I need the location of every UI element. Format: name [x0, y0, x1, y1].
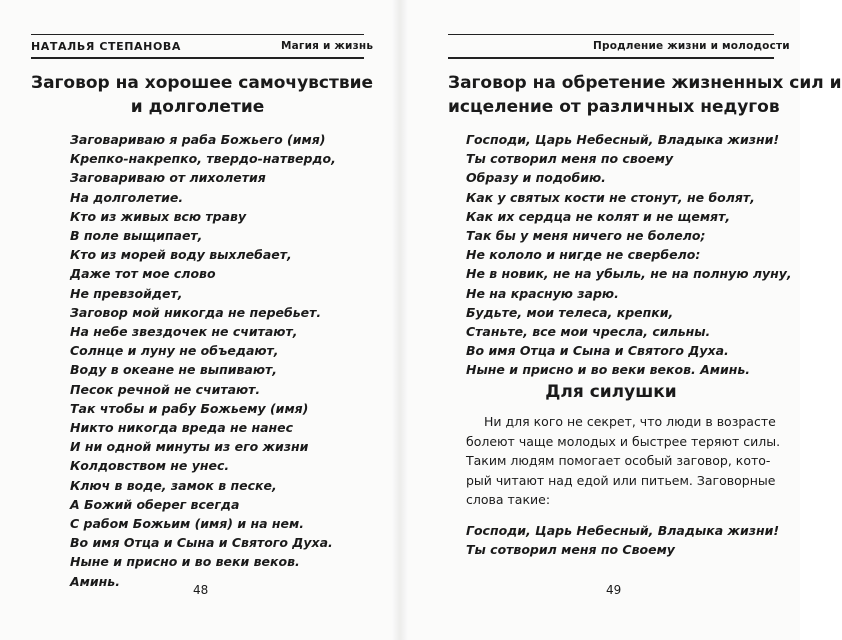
right-header-rule-top — [448, 34, 774, 35]
verse-line: Станьте, все мои чресла, сильны. — [466, 324, 711, 340]
verse-line: Ключ в воде, замок в песке, — [70, 477, 277, 493]
verse-line: С рабом Божьим (имя) и на нем. — [70, 516, 304, 532]
verse-line: Не превзойдет, — [70, 285, 183, 301]
running-head-section: Продление жизни и молодости — [593, 40, 790, 52]
verse-line: Крепко-накрепко, твердо-натвердо, — [70, 151, 336, 167]
verse-line: И ни одной минуты из его жизни — [70, 439, 309, 455]
verse-line: А Божий оберег всегда — [70, 496, 240, 512]
verse-line: Солнце и луну не объедают, — [70, 343, 279, 359]
left-section-title — [31, 71, 374, 119]
prose-line: Ни для кого не секрет, что люди в возрасте — [484, 414, 776, 429]
verse-line: Так чтобы и рабу Божьему (имя) — [70, 400, 309, 416]
verse-line: Как у святых кости не стонут, не болят, — [466, 189, 755, 205]
right-verse — [466, 130, 792, 380]
verse-line: Во имя Отца и Сына и Святого Духа. — [466, 343, 729, 359]
right-page — [400, 0, 842, 640]
prose-line: рый читают над едой или питьем. Заговорные — [466, 472, 776, 488]
left-header-rule-top — [31, 34, 364, 35]
verse-line: На небе звездочек не считают, — [70, 324, 298, 340]
verse-line: Во имя Отца и Сына и Святого Духа. — [70, 535, 333, 551]
verse-line: Образу и подобию. — [466, 170, 606, 186]
verse-line: На долголетие. — [70, 189, 184, 205]
left-header-rule-bottom — [31, 57, 364, 59]
verse-line: Ты сотворил меня по Своему — [466, 542, 675, 558]
left-title-line: Заговор на хорошее самочувствие — [31, 73, 374, 93]
verse-line: Колдовством не унес. — [70, 458, 230, 474]
right-title-line: исцеление от различных недугов — [448, 97, 780, 117]
right-header-rule-bottom — [448, 57, 774, 59]
verse-line: Кто из морей воду выхлебает, — [70, 247, 292, 263]
verse-line: Кто из живых всю траву — [70, 208, 247, 224]
page-number-right: 49 — [606, 583, 622, 597]
prose-paragraph — [466, 412, 781, 510]
prose-line: Таким людям помогает особый заговор, кото- — [466, 453, 771, 469]
running-head-author: НАТАЛЬЯ СТЕПАНОВА — [31, 40, 182, 53]
verse-line: В поле выщипает, — [70, 228, 203, 244]
subsection-title: Для силушки — [545, 382, 677, 402]
right-section-title — [448, 71, 842, 119]
verse-line: Заговариваю от лихолетия — [70, 170, 266, 186]
verse-line: Аминь. — [70, 573, 120, 589]
left-page — [0, 0, 400, 640]
right-title-line: Заговор на обретение жизненных сил и — [448, 73, 842, 93]
prose-line: слова такие: — [466, 492, 551, 508]
left-verse — [70, 130, 336, 591]
verse-line: Ныне и присно и во веки веков. — [70, 554, 300, 570]
verse-line: Так бы у меня ничего не болело; — [466, 228, 706, 244]
verse-line: Господи, Царь Небесный, Владыка жизни! — [466, 132, 780, 147]
verse-line: Не в новик, не на убыль, не на полную луну, — [466, 266, 792, 282]
verse-line: Ты сотворил меня по своему — [466, 151, 674, 167]
verse-line: Заговор мой никогда не перебьет. — [70, 304, 322, 320]
verse-line: Не на красную зарю. — [466, 285, 619, 301]
verse-line: Будьте, мои телеса, крепки, — [466, 304, 674, 320]
verse-line: Не кололо и нигде не свербело: — [466, 247, 701, 263]
verse-line: Как их сердца не колят и не щемят, — [466, 208, 731, 224]
verse-line: Ныне и присно и во веки веков. Аминь. — [466, 362, 751, 378]
verse-line: Воду в океане не выпивают, — [70, 362, 277, 378]
verse-line: Песок речной не считают. — [70, 381, 261, 397]
right-verse-2 — [466, 521, 779, 559]
running-head-book: Магия и жизнь — [281, 40, 374, 52]
prose-line: болеют чаще молодых и быстрее теряют силы. — [466, 433, 781, 449]
left-title-line: и долголетие — [130, 97, 265, 117]
verse-line: Заговариваю я раба Божьего (имя) — [70, 132, 326, 147]
page-number-left: 48 — [193, 583, 209, 597]
verse-line: Господи, Царь Небесный, Владыка жизни! — [466, 523, 780, 538]
verse-line: Даже тот мое слово — [70, 266, 216, 282]
verse-line: Никто никогда вреда не нанес — [70, 420, 294, 436]
